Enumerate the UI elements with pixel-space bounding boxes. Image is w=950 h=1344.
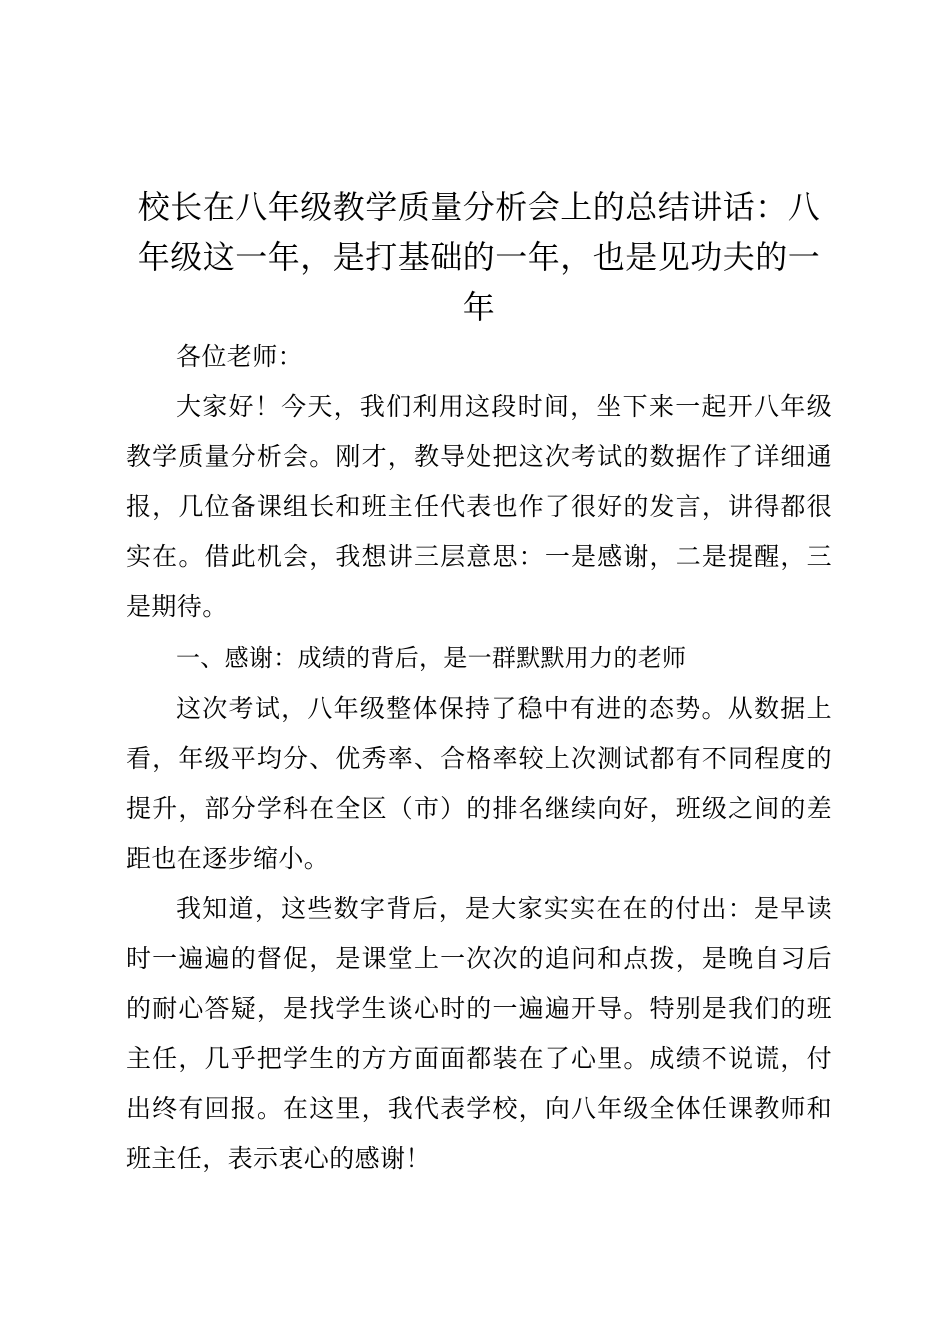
- section1-paragraph-1: 这次考试，八年级整体保持了稳中有进的态势。从数据上看，年级平均分、优秀率、合格率较上次测试都有不同程度的提升，部分学科在全区（市）的排名继续向好，班级之间的差距也在逐步缩小。: [126, 694, 832, 873]
- document-title: 校长在八年级教学质量分析会上的总结讲话：八年级这一年，是打基础的一年，也是见功夫的一年: [137, 188, 821, 326]
- section-heading-1: 一、感谢：成绩的背后，是一群默默用力的老师: [176, 644, 687, 672]
- intro-paragraph: 大家好！今天，我们利用这段时间，坐下来一起开八年级教学质量分析会。刚才，教导处把这次考试的数据作了详细通报，几位备课组长和班主任代表也作了很好的发言，讲得都很实在。借此机会，我想讲三层意思：一是感谢，二是提醒，三是期待。: [126, 392, 832, 621]
- document-body: [126, 182, 832, 1184]
- salutation: 各位老师：: [176, 342, 304, 371]
- section1-paragraph-2: 我知道，这些数字背后，是大家实实在在的付出：是早读时一遍遍的督促，是课堂上一次次的追问和点拨，是晚自习后的耐心答疑，是找学生谈心时的一遍遍开导。特别是我们的班主任，几乎把学生的方方面面都装在了心里。成绩不说谎，付出终有回报。在这里，我代表学校，向八年级全体任课教师和班主任，表示衷心的感谢！: [126, 894, 832, 1173]
